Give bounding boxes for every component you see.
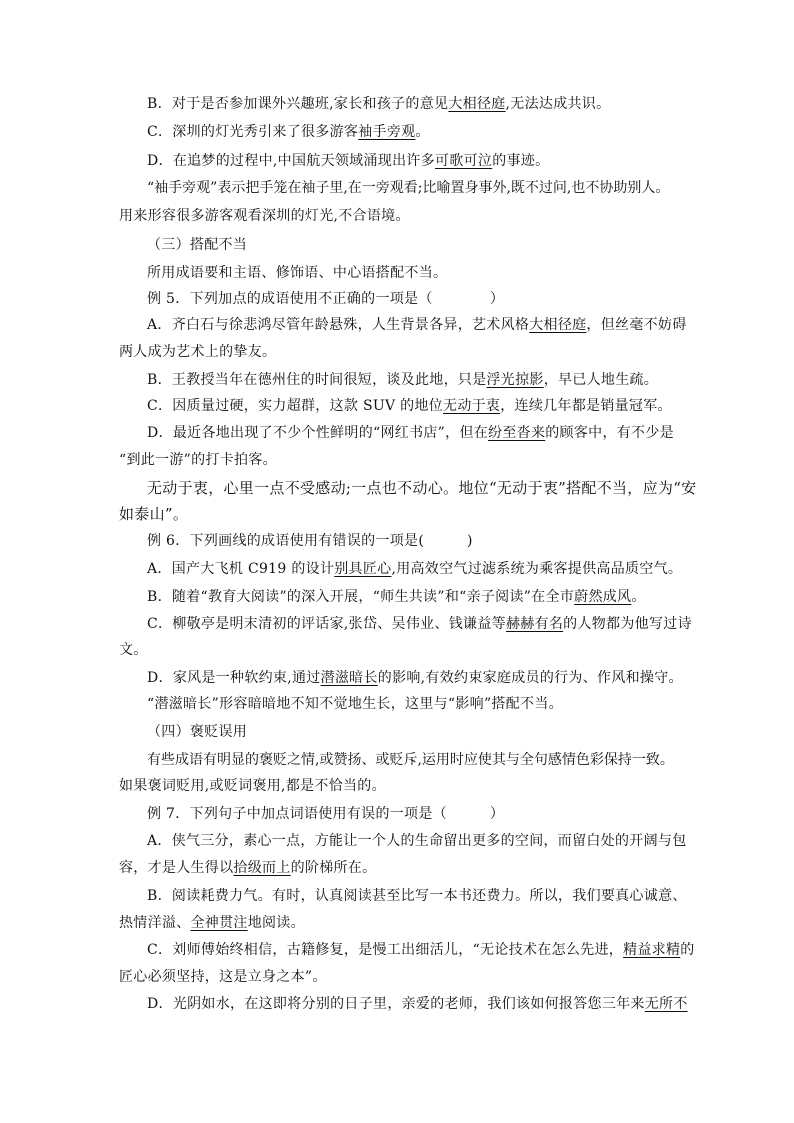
text-line: A．齐白石与徐悲鸿尽管年龄悬殊，人生背景各异，艺术风格大相径庭，但丝毫不妨碍 [147,317,687,333]
text-line: C．因质量过硬，实力超群，这款 SUV 的地位无动于衷，连续几年都是销量冠军。 [147,398,672,414]
text-line: “潜滋暗长”形容暗暗地不知不觉地生长，这里与“影响”搭配不当。 [147,696,563,712]
text-line: 如泰山”。 [119,505,189,523]
text-line: 热情洋溢、全神贯注地阅读。 [119,915,305,931]
section-heading: （三）搭配不当 [147,237,248,253]
text-line: C．深圳的灯光秀引来了很多游客袖手旁观。 [147,124,430,140]
text-line: 容，才是人生得以拾级而上的阶梯所在。 [119,860,377,876]
text-line: C．柳敬亭是明末清初的评话家,张岱、吴伟业、钱谦益等赫赫有名的人物都为他写过诗 [147,616,692,632]
text-line: C．刘师傅始终相信，古籍修复，是慢工出细活儿，“无论技术在怎么先进，精益求精的 [147,942,695,958]
text-line: B．阅读耗费力气。有时，认真阅读甚至比写一本书还费力。所以，我们要真心诚意、 [147,888,687,904]
section-heading: （四）褒贬误用 [147,724,248,740]
text-line: D．家风是一种软约束,通过潜滋暗长的影响,有效约束家庭成员的行为、作风和操守。 [147,670,683,686]
text-line: 文。 [119,642,148,658]
text-line: 两人成为艺术上的挚友。 [119,344,277,360]
text-line: A．国产大飞机 C919 的设计别具匠心,用高效空气过滤系统为乘客提供高品质空气。 [147,561,683,577]
text-line: 例 5．下列加点的成语使用不正确的一项是（ ） [147,291,505,307]
text-line: B．王教授当年在德州住的时间很短，谈及此地，只是浮光掠影，早已人地生疏。 [147,372,659,388]
text-line: B．对于是否参加课外兴趣班,家长和孩子的意见大相径庭,无法达成共识。 [147,96,611,112]
text-line: 用来形容很多游客观看深圳的灯光,不合语境。 [119,208,410,224]
text-line: B．随着“教育大阅读”的深入开展，“师生共读”和“亲子阅读”在全市蔚然成风。 [147,589,646,605]
text-line: D．光阴如水，在这即将分别的日子里，亲爱的老师，我们该如何报答您三年来无所不 [147,996,688,1012]
text-line: 无动于衷，心里一点不受感动;一点也不动心。地位“无动于衷”搭配不当，应为“安 [147,479,697,497]
text-line: D．最近各地出现了不少个性鲜明的“网红书店”，但在纷至沓来的顾客中，有不少是 [147,425,674,441]
text-line: “袖手旁观”表示把手笼在袖子里,在一旁观看;比喻置身事外,既不过问,也不协助别人。 [147,180,670,196]
text-line: 所用成语要和主语、修饰语、中心语搭配不当。 [147,265,448,281]
text-line: 例 6．下列画线的成语使用有错误的一项是( ) [147,533,473,549]
text-line: D．在追梦的过程中,中国航天领域涌现出许多可歌可泣的事迹。 [147,153,550,169]
text-line: A．侠气三分，素心一点，方能让一个人的生命留出更多的空间，而留白处的开阔与包 [147,833,687,849]
text-line: 如果褒词贬用,或贬词褒用,都是不恰当的。 [119,778,386,794]
text-line: 匠心必须坚持，这是立身之本”。 [119,969,327,985]
text-line: 有些成语有明显的褒贬之情,或赞扬、或贬斥,运用时应使其与全句感情色彩保持一致。 [147,752,674,768]
text-line: “到此一游”的打卡拍客。 [119,452,277,468]
text-line: 例 7．下列句子中加点词语使用有误的一项是（ ） [147,806,505,822]
